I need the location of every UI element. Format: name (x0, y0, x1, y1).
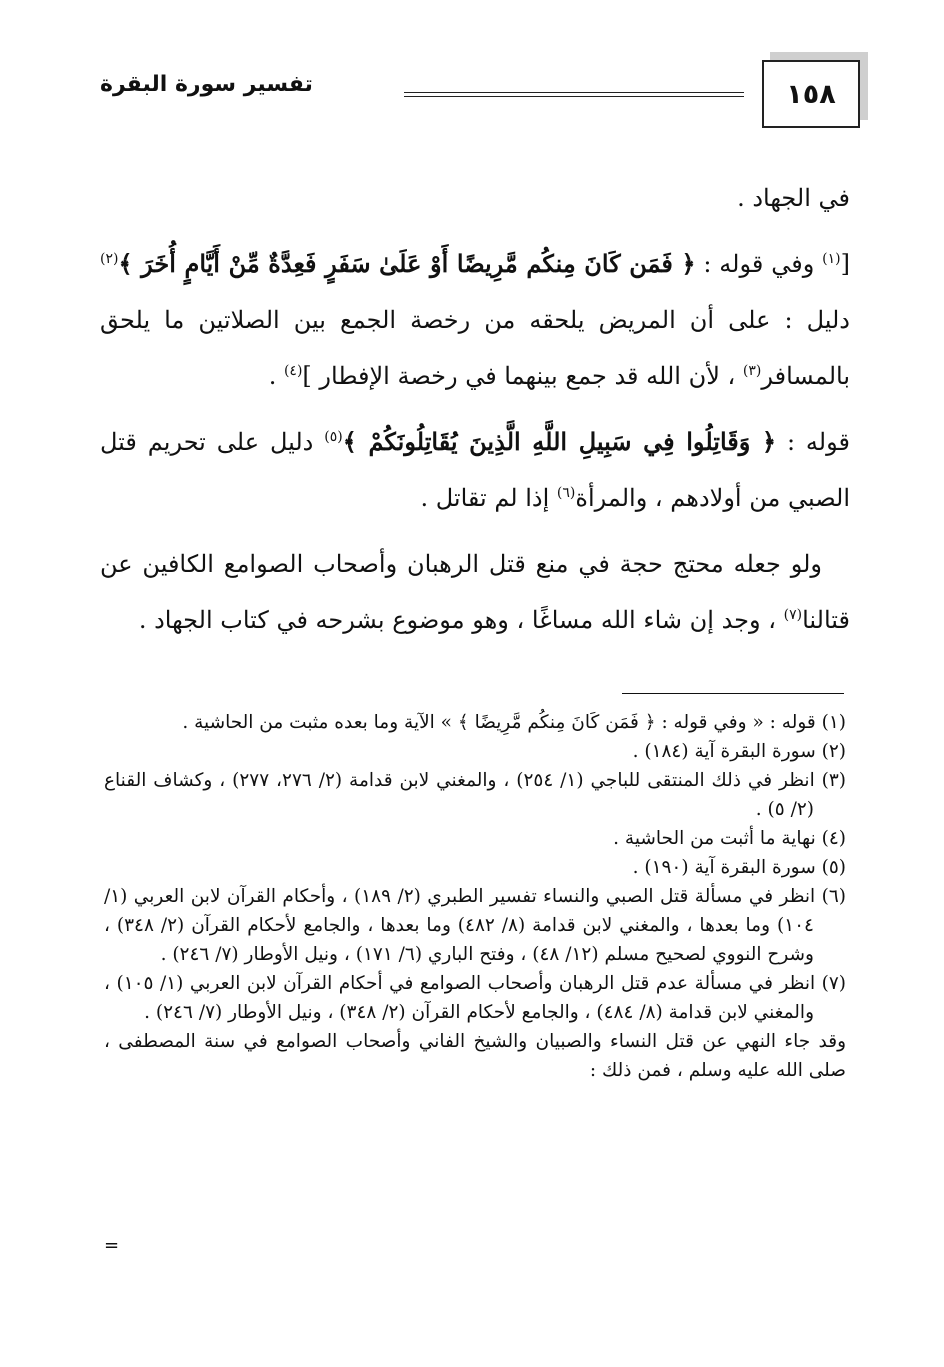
footnote-ref-3: (٣) (742, 363, 762, 379)
footnote-ref-6: (٦) (556, 485, 576, 501)
footnote-continuation: وقد جاء النهي عن قتل النساء والصبيان والشيخ الفاني وأصحاب الصوامع في سنة المصطفى ، صلى الله عليه وسلم ، فمن ذلك : (104, 1031, 846, 1081)
footnote-2: (٢) سورة البقرة آية (١٨٤) . (632, 741, 846, 762)
footnote-ref-2: (٢) (100, 251, 119, 267)
paragraph-2: [$^{(١)}$ وفي قوله : ﴿ فَمَن كَانَ مِنكُم مَّرِيضًا أَوْ عَلَىٰ سَفَرٍ فَعِدَّةٌ مِّنْ أَيَّامٍ أُخَرَ ﴾$^{(٢)}$ دليل : على أن المريض يلحقه من رخصة الجمع بين الصلاتين ما يلحق بالمسافر$^{(٣)}$ ، لأن الله قد جمع بينهما في رخصة الإفطار ]$^{(٤)}$ . (100, 249, 850, 390)
footnote-6: (٦) انظر في مسألة قتل الصبي والنساء تفسير الطبري (٢/ ١٨٩) ، وأحكام القرآن لابن العربي (١/ ١٠٤) وما بعدها ، والمغني لابن قدامة (٨/ ٤٨٢) وما بعدها ، والجامع لأحكام القرآن (٢/ ٣٤٨) ، وشرح النووي لصحيح مسلم (١٢/ ٤٨) ، وفتح الباري (٦/ ١٧١) ، ونيل الأوطار (٧/ ٢٤٦) . (104, 886, 846, 965)
footnote-ref-1: (١) (822, 251, 841, 267)
paragraph-4: ولو جعله محتج حجة في منع قتل الرهبان وأصحاب الصوامع الكافين عن قتالنا$^{(٧)}$ ، وجد إن شاء الله مساغًا ، وهو موضوع بشرحه في كتاب الجهاد . (100, 550, 850, 634)
footnote-5: (٥) سورة البقرة آية (١٩٠) . (632, 857, 846, 878)
quran-verse: ﴿ فَمَن كَانَ مِنكُم مَّرِيضًا أَوْ عَلَىٰ سَفَرٍ فَعِدَّةٌ مِّنْ أَيَّامٍ أُخَرَ ﴾ (118, 249, 696, 278)
page-header (90, 60, 860, 130)
footnote-ref-7: (٧) (783, 607, 803, 623)
footnote-4: (٤) نهاية ما أثبت من الحاشية . (613, 828, 846, 849)
running-title: تفسير سورة البقرة (100, 72, 313, 97)
paragraph-3: قوله : ﴿ وَقَاتِلُوا فِي سَبِيلِ اللَّهِ الَّذِينَ يُقَاتِلُونَكُمْ ﴾$^{(٥)}$ دليل على تحريم قتل الصبي من أولادهم ، والمرأة$^{(٦)}$ إذا لم تقاتل . (100, 427, 850, 512)
header-double-rule (404, 92, 744, 93)
footnote-ref-4: (٤) (283, 363, 303, 379)
footnote-7: (٧) انظر في مسألة عدم قتل الرهبان وأصحاب الصوامع في أحكام القرآن لابن العربي (١/ ١٠٥) ، والمغني لابن قدامة (٨/ ٤٨٤) ، والجامع لأحكام القرآن (٢/ ٣٤٨) ، ونيل الأوطار (٧/ ٢٤٦) . (104, 973, 846, 1023)
continuation-mark: = (104, 1235, 120, 1256)
footnote-ref-5: (٥) (324, 429, 343, 445)
quran-verse: ﴿ وَقَاتِلُوا فِي سَبِيلِ اللَّهِ الَّذِينَ يُقَاتِلُونَكُمْ ﴾ (342, 427, 777, 456)
paragraph-1: في الجهاد . (737, 184, 850, 212)
page-number: ١٥٨ (762, 60, 860, 128)
footnotes (104, 708, 846, 1085)
footnote-1: (١) قوله : « وفي قوله : ﴿ فَمَن كَانَ مِنكُم مَّرِيضًا ﴾ » الآية وما بعده مثبت من الحاشية . (182, 712, 846, 733)
footnote-3: (٣) انظر في ذلك المنتقى للباجي (١/ ٢٥٤) ، والمغني لابن قدامة (٢/ ٢٧٦، ٢٧٧) ، وكشاف القناع (٢/ ٥) . (104, 770, 846, 820)
footnote-separator (622, 693, 844, 694)
main-text (100, 170, 850, 658)
